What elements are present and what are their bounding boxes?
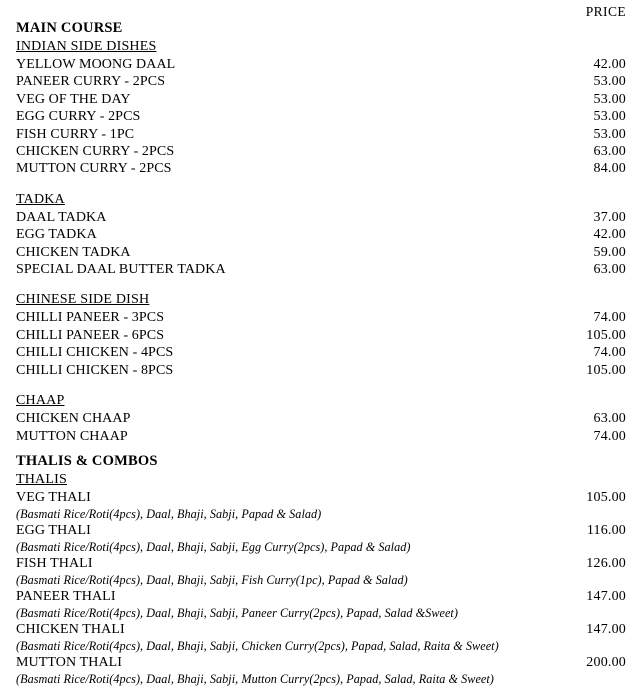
menu-item-row	[16, 654, 626, 671]
item-description: (Basmati Rice/Roti(4pcs), Daal, Bhaji, Sabji, Mutton Curry(2pcs), Papad, Salad, Raita & Sweet)	[16, 671, 494, 686]
item-description: (Basmati Rice/Roti(4pcs), Daal, Bhaji, Sabji, Papad & Salad)	[16, 506, 322, 521]
item-price: 126.00	[586, 555, 626, 571]
item-name: MUTTON CHAAP	[16, 428, 128, 444]
menu-item-row	[16, 522, 626, 539]
menu-item-row	[16, 489, 626, 506]
item-list	[16, 309, 626, 379]
spacer	[16, 278, 626, 292]
menu-item-row	[16, 410, 626, 427]
group-chinese-side-dish	[16, 292, 626, 379]
section-title: THALIS & COMBOS	[16, 452, 158, 469]
group-title: CHAAP	[16, 393, 65, 409]
item-description: (Basmati Rice/Roti(4pcs), Daal, Bhaji, Sabji, Chicken Curry(2pcs), Papad, Salad, Raita & Sweet)	[16, 638, 499, 653]
item-price: 42.00	[593, 227, 626, 243]
menu-item-row	[16, 362, 626, 379]
spacer	[16, 178, 626, 192]
item-price: 200.00	[586, 654, 626, 670]
menu-item-row	[16, 56, 626, 73]
item-name: EGG THALI	[16, 522, 91, 538]
item-name: CHICKEN CHAAP	[16, 411, 131, 427]
item-price: 37.00	[593, 209, 626, 225]
group-indian-side-dishes	[16, 39, 626, 178]
menu-item-row	[16, 555, 626, 572]
item-list	[16, 56, 626, 178]
item-price: 74.00	[593, 428, 626, 444]
menu-item-row	[16, 261, 626, 278]
item-price: 74.00	[593, 310, 626, 326]
item-name: CHILLI CHICKEN - 8PCS	[16, 362, 174, 378]
item-list	[16, 410, 626, 445]
menu-item-row	[16, 143, 626, 160]
menu-item-row	[16, 428, 626, 445]
item-name: CHICKEN TADKA	[16, 244, 131, 260]
item-price: 53.00	[593, 126, 626, 142]
item-price: 105.00	[586, 489, 626, 505]
item-price: 53.00	[593, 91, 626, 107]
item-description: (Basmati Rice/Roti(4pcs), Daal, Bhaji, Sabji, Egg Curry(2pcs), Papad & Salad)	[16, 539, 411, 554]
menu-item-row	[16, 91, 626, 108]
item-name: MUTTON THALI	[16, 654, 123, 670]
item-price: 74.00	[593, 345, 626, 361]
item-name: PANEER THALI	[16, 588, 116, 604]
item-price: 147.00	[586, 588, 626, 604]
group-title: CHINESE SIDE DISH	[16, 292, 150, 308]
menu-item-row	[16, 73, 626, 90]
item-name: VEG THALI	[16, 489, 91, 505]
item-price: 147.00	[586, 621, 626, 637]
item-price: 63.00	[593, 262, 626, 278]
group-tadka	[16, 192, 626, 279]
section-thalis-combos	[16, 453, 626, 687]
menu-item-row	[16, 588, 626, 605]
group-thalis	[16, 472, 626, 687]
item-name: YELLOW MOONG DAAL	[16, 57, 176, 72]
item-name: SPECIAL DAAL BUTTER TADKA	[16, 262, 226, 278]
group-title: TADKA	[16, 191, 65, 207]
item-list	[16, 209, 626, 279]
item-price: 53.00	[593, 74, 626, 90]
item-name: FISH THALI	[16, 555, 93, 571]
price-column-header: PRICE	[585, 4, 626, 19]
item-name: PANEER CURRY - 2PCS	[16, 74, 166, 90]
item-price: 42.00	[593, 57, 626, 72]
group-title: INDIAN SIDE DISHES	[16, 39, 157, 54]
item-name: VEG OF THE DAY	[16, 91, 131, 107]
menu-item-row	[16, 209, 626, 226]
menu-item-row	[16, 309, 626, 326]
item-name: MUTTON CURRY - 2PCS	[16, 161, 172, 177]
item-description: (Basmati Rice/Roti(4pcs), Daal, Bhaji, Sabji, Fish Curry(1pc), Papad & Salad)	[16, 572, 408, 587]
item-name: DAAL TADKA	[16, 209, 107, 225]
group-title: THALIS	[16, 471, 67, 487]
item-name: CHICKEN CURRY - 2PCS	[16, 144, 175, 160]
section-main-course	[16, 20, 626, 445]
item-price: 105.00	[586, 362, 626, 378]
menu-item-row	[16, 327, 626, 344]
item-name: CHILLI PANEER - 6PCS	[16, 327, 165, 343]
item-name: EGG TADKA	[16, 227, 97, 243]
item-price: 53.00	[593, 109, 626, 125]
section-title: MAIN COURSE	[16, 20, 123, 36]
item-price: 116.00	[586, 522, 626, 538]
menu-item-row	[16, 108, 626, 125]
item-description: (Basmati Rice/Roti(4pcs), Daal, Bhaji, Sabji, Paneer Curry(2pcs), Papad, Salad &Sweet)	[16, 605, 458, 620]
group-chaap	[16, 393, 626, 445]
item-price: 63.00	[593, 411, 626, 427]
item-price: 63.00	[593, 144, 626, 160]
item-name: CHILLI CHICKEN - 4PCS	[16, 345, 174, 361]
spacer	[16, 379, 626, 393]
item-name: EGG CURRY - 2PCS	[16, 109, 141, 125]
menu-item-row	[16, 244, 626, 261]
item-name: CHICKEN THALI	[16, 621, 125, 637]
menu-item-row	[16, 160, 626, 177]
item-list	[16, 489, 626, 687]
menu-item-row	[16, 344, 626, 361]
menu-item-row	[16, 621, 626, 638]
item-name: FISH CURRY - 1PC	[16, 126, 135, 142]
item-name: CHILLI PANEER - 3PCS	[16, 310, 165, 326]
menu-item-row	[16, 226, 626, 243]
menu-item-row	[16, 126, 626, 143]
item-price: 84.00	[593, 161, 626, 177]
spacer	[16, 445, 626, 453]
item-price: 59.00	[593, 244, 626, 260]
item-price: 105.00	[586, 327, 626, 343]
